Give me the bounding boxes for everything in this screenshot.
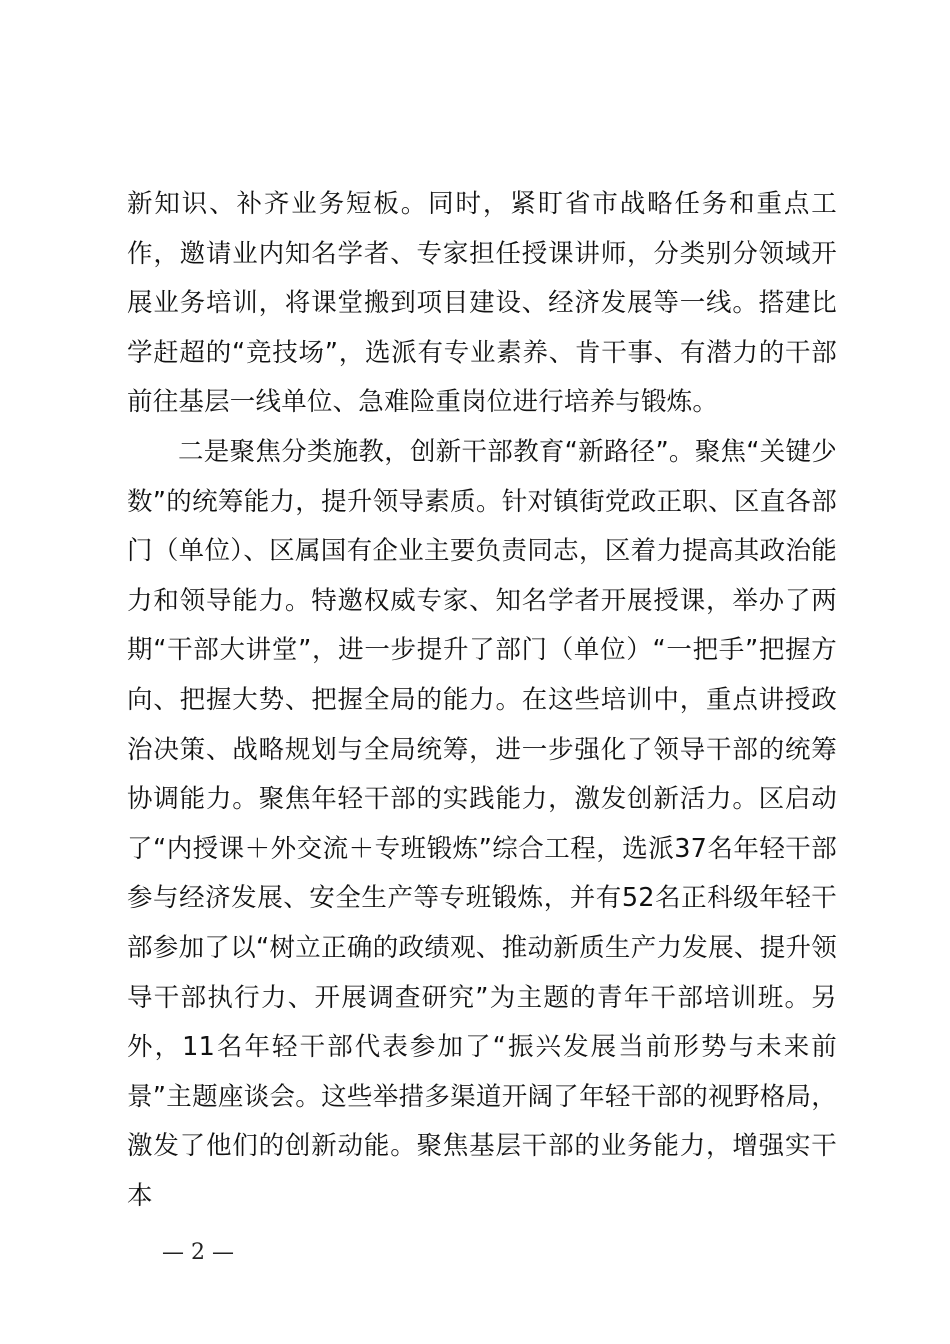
page-number: — 2 —: [162, 1240, 234, 1265]
document-body: [127, 180, 837, 1221]
paragraph-second-point: 二是聚焦分类施教，创新干部教育“新路径”。聚焦“关键少数”的统筹能力，提升领导素质。针对镇街党政正职、区直各部门（单位）、区属国有企业主要负责同志，区着力提高其政治能力和领导能力。特邀权威专家、知名学者开展授课，举办了两期“干部大讲堂”，进一步提升了部门（单位）“一把手”把握方向、把握大势、把握全局的能力。在这些培训中，重点讲授政治决策、战略规划与全局统筹，进一步强化了领导干部的统筹协调能力。聚焦年轻干部的实践能力，激发创新活力。区启动了“内授课＋外交流＋专班锻炼”综合工程，选派37名年轻干部参与经济发展、安全生产等专班锻炼，并有52名正科级年轻干部参加了以“树立正确的政绩观、推动新质生产力发展、提升领导干部执行力、开展调查研究”为主题的青年干部培训班。另外，11名年轻干部代表参加了“振兴发展当前形势与未来前景”主题座谈会。这些举措多渠道开阔了年轻干部的视野格局，激发了他们的创新动能。聚焦基层干部的业务能力，增强实干本: [127, 436, 837, 1211]
paragraph-continuation: 新知识、补齐业务短板。同时，紧盯省市战略任务和重点工作，邀请业内知名学者、专家担任授课讲师，分类别分领域开展业务培训，将课堂搬到项目建设、经济发展等一线。搭建比学赶超的“竞技场”，选派有专业素养、肯干事、有潜力的干部前往基层一线单位、急难险重岗位进行培养与锻炼。: [127, 189, 837, 418]
